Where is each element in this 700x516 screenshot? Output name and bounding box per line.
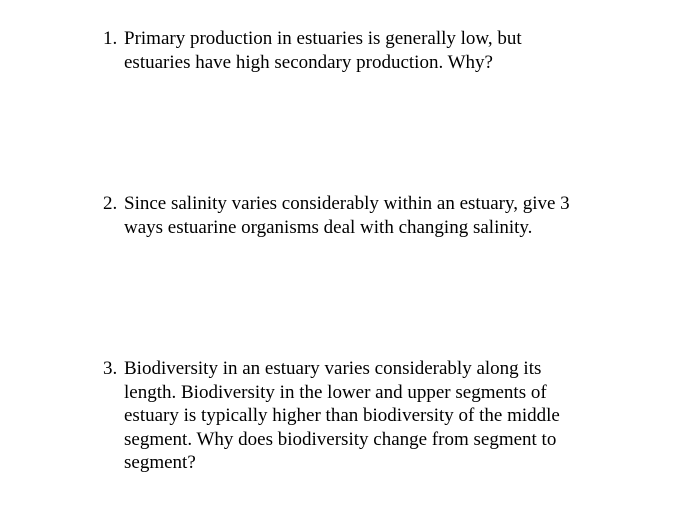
question-number: 2. (103, 193, 118, 214)
question-text (124, 357, 623, 475)
question-line: Biodiversity in an estuary varies considerably along its (124, 358, 542, 379)
question-number: 1. (103, 28, 118, 49)
question-1 (103, 27, 623, 74)
question-line: Primary production in estuaries is generally low, but (124, 28, 522, 49)
question-number: 3. (103, 358, 118, 379)
question-line: estuary is typically higher than biodiversity of the middle (124, 405, 560, 426)
question-line: segment? (124, 452, 196, 473)
question-line: ways estuarine organisms deal with changing salinity. (124, 216, 533, 238)
question-text (124, 27, 623, 74)
question-line: segment. Why does biodiversity change from segment to (124, 428, 557, 450)
question-line: length. Biodiversity in the lower and upper segments of (124, 381, 547, 403)
question-text (124, 192, 623, 239)
question-line: Since salinity varies considerably within an estuary, give 3 (124, 193, 570, 214)
question-line: estuaries have high secondary production. Why? (124, 51, 493, 73)
question-2 (103, 192, 623, 239)
question-3 (103, 357, 623, 475)
